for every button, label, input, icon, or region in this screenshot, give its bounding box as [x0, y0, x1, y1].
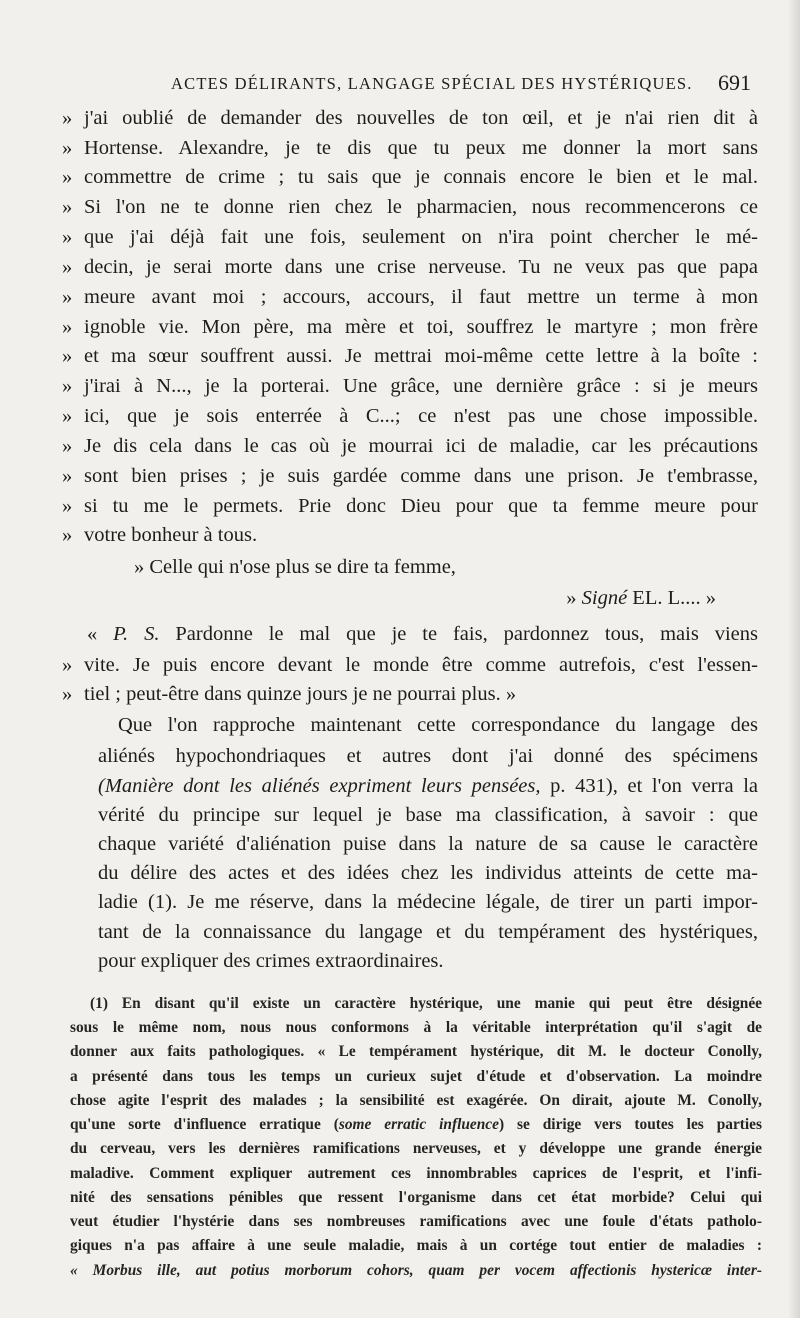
page-edge-shadow	[788, 0, 800, 1318]
body-paragraph-line: ladie (1). Je me réserve, dans la médecine légale, de tirer un parti impor-	[98, 891, 758, 913]
footnote-line: nité des sensations pénibles que ressent l'organisme dans cet état morbide? Celui qui	[70, 1189, 762, 1206]
page-number: 691	[718, 70, 751, 95]
letter-line: » commettre de crime ; tu sais que je connais encore le bien et le mal.	[62, 166, 758, 188]
body-paragraph-line: pour expliquer des crimes extraordinaires.	[98, 950, 444, 972]
letter-line: » Je dis cela dans le cas où je mourrai ici de maladie, car les précautions	[62, 435, 758, 457]
letter-line: » meure avant moi ; accours, accours, il faut mettre un terme à mon	[62, 286, 758, 308]
letter-line: » ignoble vie. Mon père, ma mère et toi, souffrez le martyre ; mon frère	[62, 316, 758, 338]
footnote-line: chose agite l'esprit des malades ; la sensibilité est exagérée. On dirait, ajoute M. Conolly,	[70, 1092, 762, 1109]
letter-line: » sont bien prises ; je suis gardée comme dans une prison. Je t'embrasse,	[62, 465, 758, 487]
body-paragraph-line: aliénés hypochondriaques et autres dont j'ai donné des spécimens	[98, 745, 758, 767]
footnote-line: veut étudier l'hystérie dans ses nombreuses ramifications avec une foule d'états patholo-	[70, 1213, 762, 1230]
letter-line: » j'irai à N..., je la porterai. Une grâce, une dernière grâce : si je meurs	[62, 375, 758, 397]
body-paragraph-line: chaque variété d'aliénation puise dans la nature de sa cause le caractère	[98, 833, 758, 855]
body-paragraph-line: vérité du principe sur lequel je base ma classification, à savoir : que	[98, 804, 758, 826]
letter-line: » votre bonheur à tous.	[62, 524, 258, 546]
body-paragraph-line: (Manière dont les aliénés expriment leurs pensées, p. 431), et l'on verra la	[98, 775, 758, 797]
postscript-line: « P. S. Pardonne le mal que je te fais, pardonnez tous, mais viens	[87, 623, 758, 645]
letter-signature: » Signé EL. L.... »	[566, 587, 716, 609]
postscript-line: » vite. Je puis encore devant le monde être comme autrefois, c'est l'essen-	[62, 654, 758, 676]
letter-closing: » Celle qui n'ose plus se dire ta femme,	[134, 556, 456, 578]
footnote-line: maladive. Comment expliquer autrement ces innombrables caprices de l'esprit, et l'infi-	[70, 1165, 762, 1182]
footnote-line: du cerveau, vers les dernières ramifications nerveuses, et y développe une grande énergie	[70, 1140, 762, 1157]
body-paragraph-line: du délire des actes et des idées chez les individus atteints de cette ma-	[98, 862, 758, 884]
footnote-line: donner aux faits pathologiques. « Le tempérament hystérique, dit M. le docteur Conolly,	[70, 1043, 762, 1060]
footnote-line: « Morbus ille, aut potius morborum cohors, quam per vocem affectionis hystericæ inter-	[70, 1262, 762, 1279]
footnote-line: a présenté dans tous les temps un curieux sujet d'étude et d'observation. La moindre	[70, 1068, 762, 1085]
footnote-line: giques n'a pas affaire à une seule maladie, mais à un cortége tout entier de maladies :	[70, 1237, 762, 1254]
postscript-line: » tiel ; peut-être dans quinze jours je ne pourrai plus. »	[62, 683, 517, 705]
letter-line: » decin, je serai morte dans une crise nerveuse. Tu ne veux pas que papa	[62, 256, 758, 278]
letter-line: » que j'ai déjà fait une fois, seulement on n'ira point chercher le mé-	[62, 226, 758, 248]
letter-line: » ici, que je sois enterrée à C...; ce n'est pas une chose impossible.	[62, 405, 758, 427]
letter-line: » Si l'on ne te donne rien chez le pharmacien, nous recommencerons ce	[62, 196, 758, 218]
body-paragraph-line: tant de la connaissance du langage et du tempérament des hystériques,	[98, 921, 758, 943]
footnote-line: sous le même nom, nous nous conformons à la véritable interprétation qu'il s'agit de	[70, 1019, 762, 1036]
running-title: ACTES DÉLIRANTS, LANGAGE SPÉCIAL DES HYSTÉRIQUES.	[171, 74, 693, 93]
letter-line: » et ma sœur souffrent aussi. Je mettrai moi-même cette lettre à la boîte :	[62, 345, 758, 367]
letter-line: » Hortense. Alexandre, je te dis que tu peux me donner la mort sans	[62, 137, 758, 159]
footnote-line: qu'une sorte d'influence erratique (some erratic influence) se dirige vers toutes les parties	[70, 1116, 762, 1133]
footnote-line: (1) En disant qu'il existe un caractère hystérique, une manie qui peut être désignée	[90, 995, 762, 1012]
body-paragraph-line: Que l'on rapproche maintenant cette correspondance du langage des	[118, 714, 758, 736]
letter-line: » si tu me le permets. Prie donc Dieu pour que ta femme meure pour	[62, 495, 758, 517]
page-header	[0, 70, 800, 100]
letter-line: » j'ai oublié de demander des nouvelles de ton œil, et je n'ai rien dit à	[62, 107, 758, 129]
